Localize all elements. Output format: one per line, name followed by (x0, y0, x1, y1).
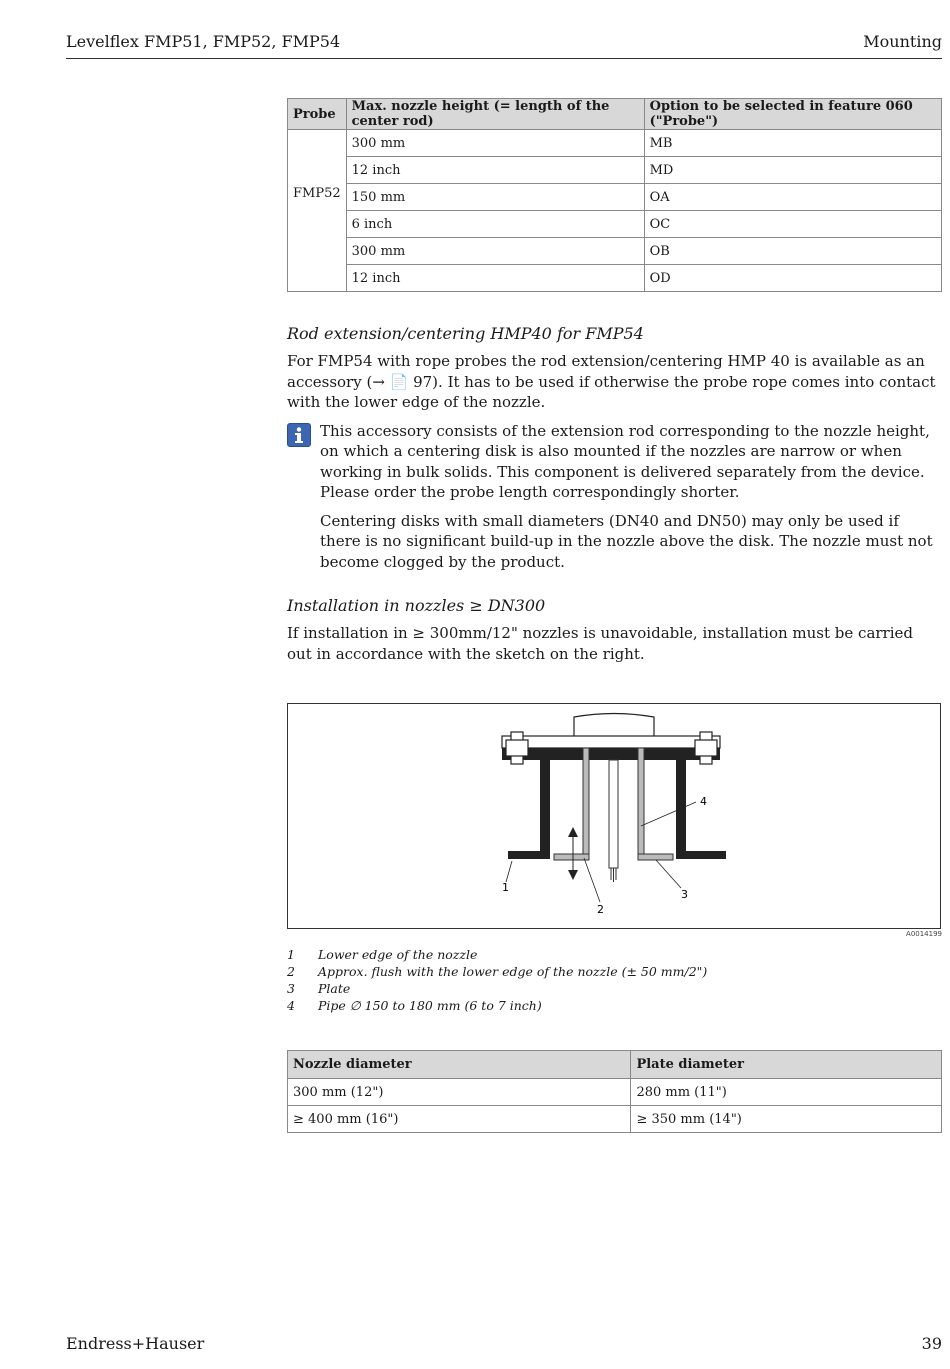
legend-item (287, 964, 707, 981)
callout-1: 1 (502, 881, 509, 894)
legend-item (287, 947, 707, 964)
table-cell: OA (644, 184, 941, 211)
diameter-table-header (288, 1051, 942, 1079)
legend-item (287, 998, 707, 1015)
legend-text: Lower edge of the nozzle (318, 947, 478, 962)
table-cell: 300 mm (346, 130, 644, 157)
legend-number: 4 (287, 998, 295, 1013)
header-cell: Nozzle diameter (288, 1051, 631, 1079)
table-cell: 300 mm (346, 238, 644, 265)
table-row (288, 1106, 942, 1133)
installation-sketch (287, 703, 941, 929)
table-cell: 150 mm (346, 184, 644, 211)
header-cell: Max. nozzle height (= length of the center rod) (346, 99, 644, 130)
table-row (288, 157, 942, 184)
legend-text: Approx. flush with the lower edge of the nozzle (± 50 mm/2") (318, 964, 708, 979)
table-cell: OB (644, 238, 941, 265)
callout-4: 4 (700, 795, 707, 808)
table-cell: OC (644, 211, 941, 238)
diameter-table (287, 1050, 942, 1133)
table-cell: MB (644, 130, 941, 157)
table-cell: OD (644, 265, 941, 292)
table-cell: ≥ 350 mm (14") (631, 1106, 942, 1133)
section-title-rod-extension: Rod extension/centering HMP40 for FMP54 (287, 324, 644, 343)
header-section-title: Mounting (863, 32, 942, 51)
table-row (288, 211, 942, 238)
probe-cell (288, 130, 347, 292)
note-paragraph: Centering disks with small diameters (DN40 and DN50) may only be used if there is no significant build-up in the nozzle above the disk. The nozzle must not become clogged by the product. (320, 511, 933, 571)
table-cell: 280 mm (11") (631, 1079, 942, 1106)
table-cell: 300 mm (12") (288, 1079, 631, 1106)
header-product-title: Levelflex FMP51, FMP52, FMP54 (66, 32, 341, 51)
table-row (288, 1079, 942, 1106)
info-note (287, 421, 942, 573)
legend-item (287, 981, 707, 998)
header-cell: Plate diameter (631, 1051, 942, 1079)
table-cell: 6 inch (346, 211, 644, 238)
probe-table (287, 98, 942, 292)
legend-text: Pipe ∅ 150 to 180 mm (6 to 7 inch) (318, 998, 542, 1013)
legend-number: 3 (287, 981, 295, 996)
table-row (288, 184, 942, 211)
table-cell: 12 inch (346, 157, 644, 184)
header-cell: Probe (288, 99, 347, 130)
figure-code: A0014199 (906, 930, 942, 938)
table-row (288, 265, 942, 292)
info-icon (287, 423, 311, 447)
probe-label: FMP52 (293, 186, 341, 201)
callout-2: 2 (597, 903, 604, 916)
footer-company: Endress+Hauser (66, 1334, 205, 1353)
legend-number: 2 (287, 964, 295, 979)
page-number: 39 (921, 1334, 942, 1353)
table-row (288, 238, 942, 265)
table-cell: 12 inch (346, 265, 644, 292)
page-header (66, 30, 942, 59)
table-row (288, 130, 942, 157)
section-title-installation: Installation in nozzles ≥ DN300 (287, 596, 546, 615)
table-cell: MD (644, 157, 941, 184)
legend-text: Plate (318, 981, 351, 996)
figure-legend (287, 947, 707, 1015)
section-paragraph: For FMP54 with rope probes the rod extension/centering HMP 40 is available as an accessory (→ 📄 97). It has to be used if otherwise the probe rope comes into contact with the lower edge of the nozzle. (287, 352, 936, 411)
main-content (287, 98, 942, 664)
table-cell: ≥ 400 mm (16") (288, 1106, 631, 1133)
probe-table-header (288, 99, 942, 130)
section-paragraph: If installation in ≥ 300mm/12" nozzles is unavoidable, installation must be carried out in accordance with the sketch on the right. (287, 624, 914, 663)
callout-3: 3 (681, 888, 688, 901)
note-paragraph: This accessory consists of the extension rod corresponding to the nozzle height, on which a centering disk is also mounted if the nozzles are narrow or when working in bulk solids. This component is delivered separately from the device. Please order the probe length correspondingly shorter. (320, 421, 930, 501)
legend-number: 1 (287, 947, 295, 962)
header-cell: Option to be selected in feature 060 ("Probe") (644, 99, 941, 130)
nozzle-diagram (288, 704, 940, 928)
